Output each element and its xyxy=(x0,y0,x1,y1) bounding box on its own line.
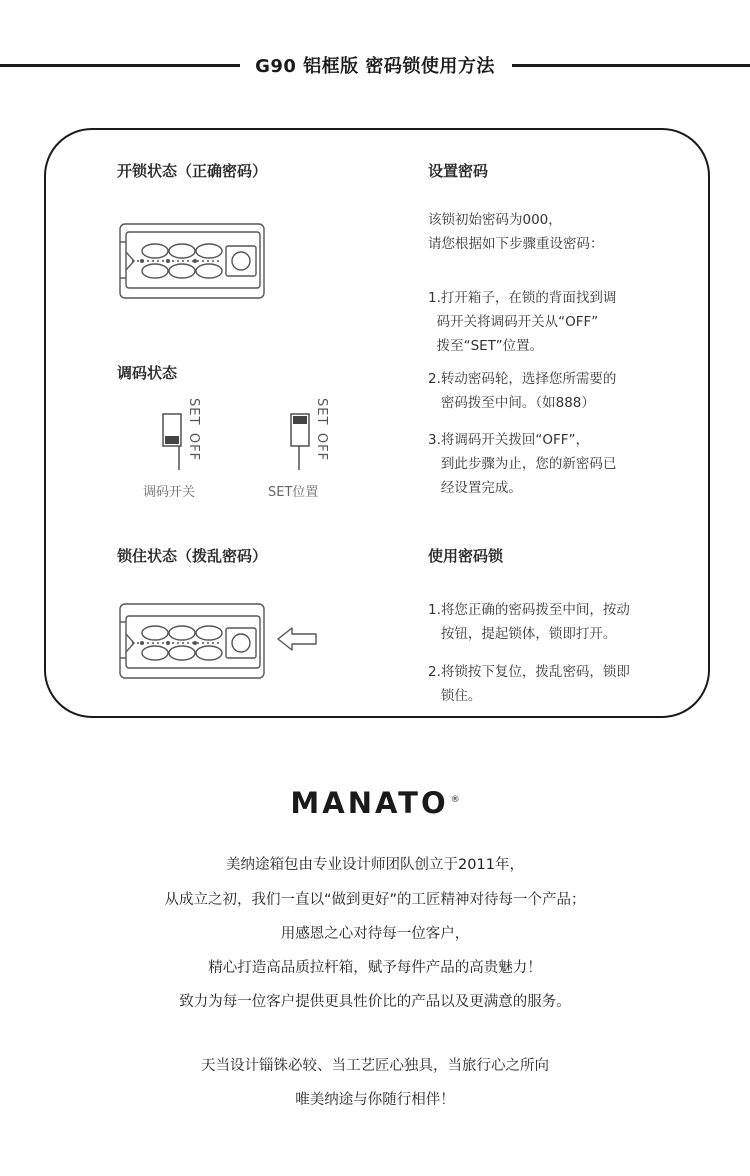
step-1: 1.打开箱子，在锁的背面找到调 码开关将调码开关从“OFF” 拨至“SET”位置。 xyxy=(428,290,617,354)
registered-mark: ® xyxy=(450,795,460,806)
lock-unlocked-illustration xyxy=(118,222,268,302)
adjust-switch-caption: 调码开关 xyxy=(143,485,196,500)
footer-line-1: 美纳途箱包由专业设计师团队创立于2011年， xyxy=(226,857,524,873)
lock-scrambled-illustration xyxy=(118,602,268,682)
locked-state-title: 锁住状态（拨乱密码） xyxy=(117,547,268,565)
step-2: 2.转动密码轮，选择您所需要的 密码拨至中间。（如888） xyxy=(428,371,617,411)
switch-off-icon xyxy=(160,412,186,472)
switch-set-label: SET xyxy=(186,398,201,426)
set-password-title: 设置密码 xyxy=(428,162,489,180)
use-step-2: 2.将锁按下复位，拨乱密码，锁即 锁住。 xyxy=(428,664,630,704)
intro-line-2: 请您根据如下步骤重设密码： xyxy=(428,236,604,252)
adjust-state-title: 调码状态 xyxy=(117,364,178,382)
intro-line-1: 该锁初始密码为000， xyxy=(428,212,562,228)
brand-logo xyxy=(0,786,750,820)
switch-off-labels xyxy=(186,398,201,461)
footer-line-7: 唯美纳途与你随行相伴！ xyxy=(295,1092,455,1108)
unlock-state-title: 开锁状态（正确密码） xyxy=(117,162,268,180)
footer-line-5: 致力为每一位客户提供更具性价比的产品以及更满意的服务。 xyxy=(179,994,571,1010)
switch-off-label: OFF xyxy=(186,432,201,462)
use-lock-title: 使用密码锁 xyxy=(428,547,504,565)
set-position-caption: SET位置 xyxy=(268,485,319,500)
switch2-off-label: OFF xyxy=(314,432,329,462)
arrow-left-icon xyxy=(276,625,320,653)
footer-line-3: 用感恩之心对待每一位客户， xyxy=(280,926,470,942)
use-step-1: 1.将您正确的密码拨至中间，按动 按钮，提起锁体，锁即打开。 xyxy=(428,602,630,642)
page-title: G90 铝框版 密码锁使用方法 xyxy=(255,56,495,77)
footer-line-6: 天当设计锱铢必较、当工艺匠心独具，当旅行心之所向 xyxy=(201,1058,549,1074)
footer-line-2: 从成立之初，我们一直以“做到更好”的工匠精神对待每一个产品； xyxy=(164,892,586,908)
switch-set-labels xyxy=(314,398,329,461)
brand-name: MANATO xyxy=(290,786,449,820)
footer-line-4: 精心打造高品质拉杆箱，赋予每件产品的高贵魅力！ xyxy=(208,960,542,976)
switch2-set-label: SET xyxy=(314,398,329,426)
step-3: 3.将调码开关拨回“OFF”， 到此步骤为止，您的新密码已 经设置完成。 xyxy=(428,432,617,496)
switch-set-icon xyxy=(288,412,314,472)
